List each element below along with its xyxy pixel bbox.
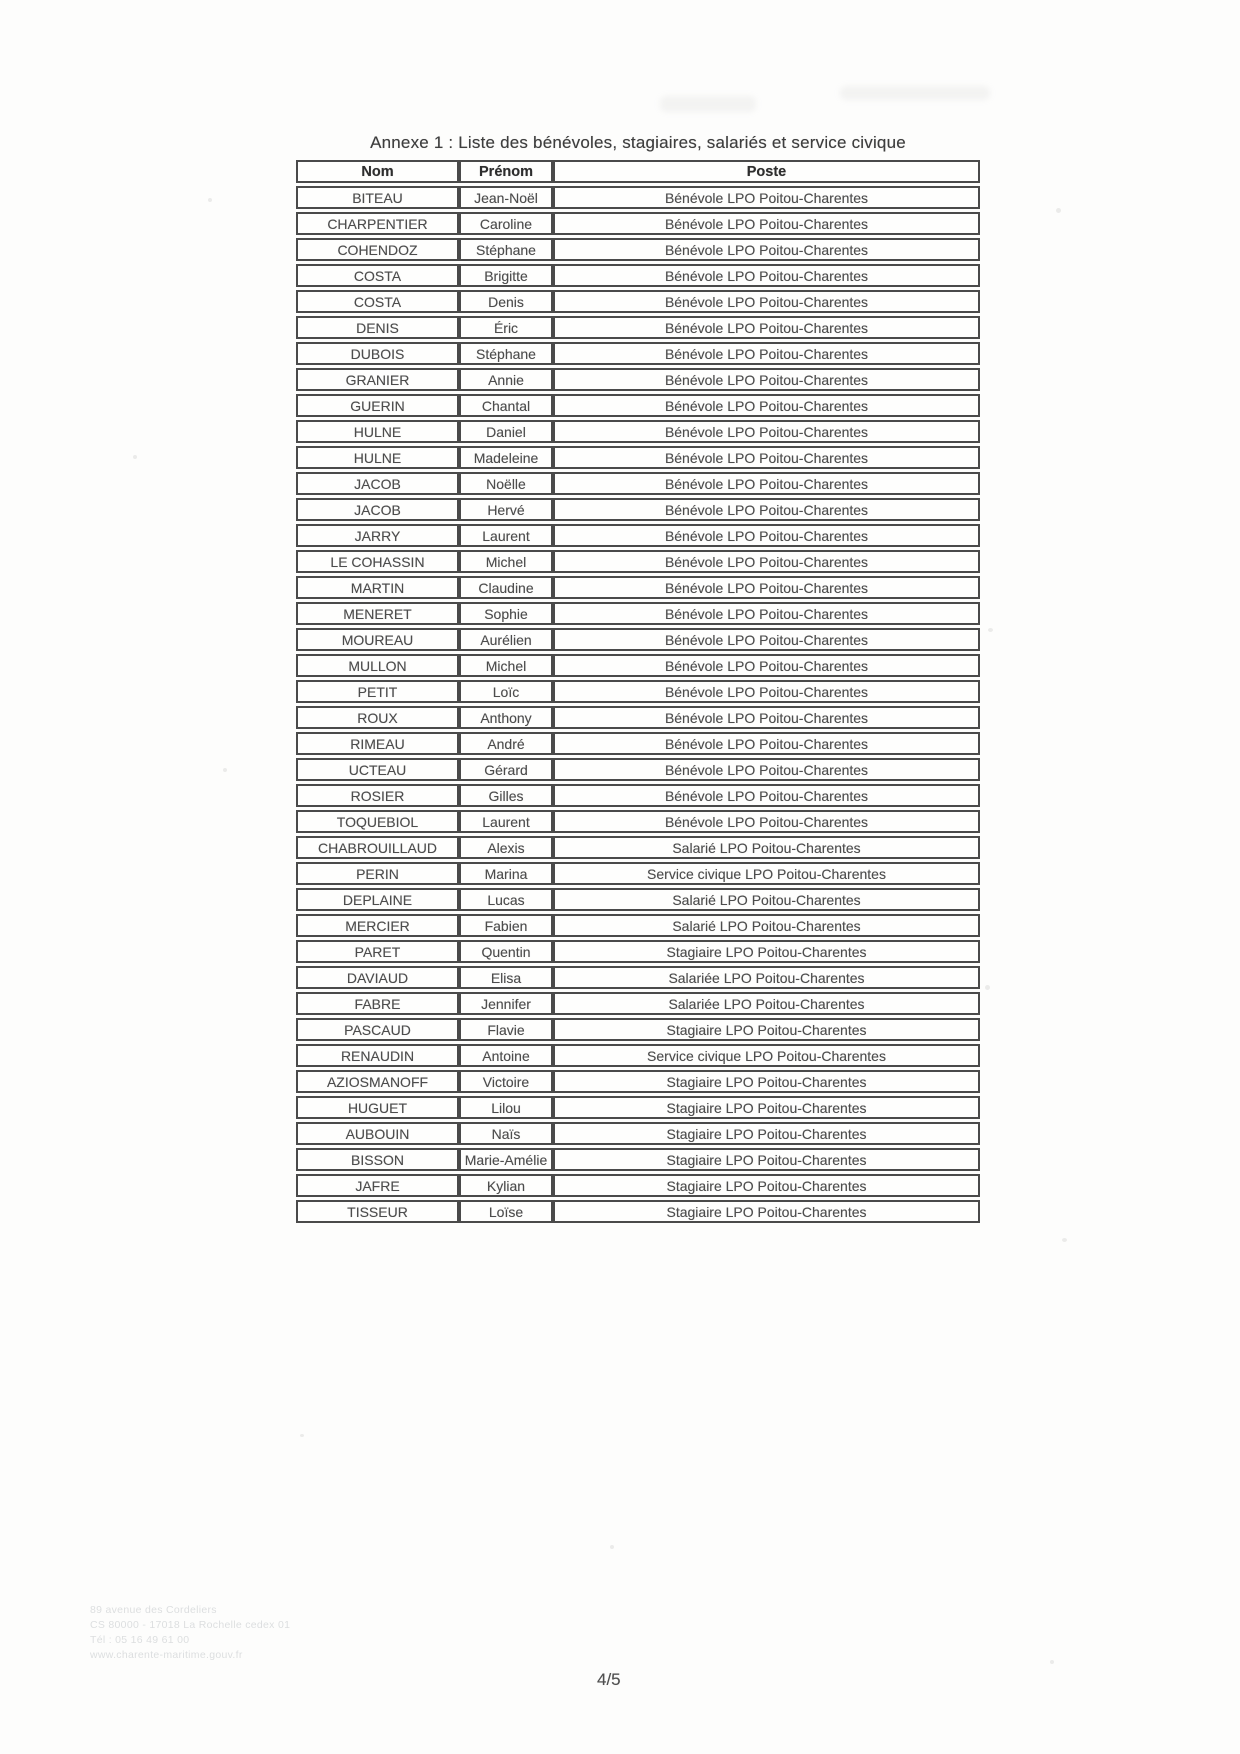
cell-nom: MENERET	[296, 602, 459, 625]
cell-poste: Bénévole LPO Poitou-Charentes	[553, 810, 980, 833]
column-header-poste: Poste	[553, 160, 980, 183]
cell-nom: TOQUEBIOL	[296, 810, 459, 833]
cell-nom: HULNE	[296, 420, 459, 443]
cell-poste: Bénévole LPO Poitou-Charentes	[553, 238, 980, 261]
table-row	[296, 1122, 980, 1145]
cell-prenom: Antoine	[459, 1044, 553, 1067]
scan-speck	[1050, 1660, 1054, 1664]
cell-prenom: Stéphane	[459, 342, 553, 365]
letterhead-line: CS 80000 - 17018 La Rochelle cedex 01	[90, 1619, 291, 1631]
cell-poste: Stagiaire LPO Poitou-Charentes	[553, 1174, 980, 1197]
cell-nom: FABRE	[296, 992, 459, 1015]
table-row	[296, 1174, 980, 1197]
cell-nom: DEPLAINE	[296, 888, 459, 911]
header-row	[296, 160, 980, 183]
cell-nom: AUBOUIN	[296, 1122, 459, 1145]
table-row	[296, 888, 980, 911]
cell-poste: Bénévole LPO Poitou-Charentes	[553, 732, 980, 755]
table-row	[296, 186, 980, 209]
cell-nom: MERCIER	[296, 914, 459, 937]
cell-prenom: Victoire	[459, 1070, 553, 1093]
scan-speck	[300, 1434, 304, 1437]
cell-prenom: Quentin	[459, 940, 553, 963]
cell-nom: RENAUDIN	[296, 1044, 459, 1067]
cell-poste: Bénévole LPO Poitou-Charentes	[553, 290, 980, 313]
table-row	[296, 1070, 980, 1093]
cell-prenom: Madeleine	[459, 446, 553, 469]
cell-poste: Stagiaire LPO Poitou-Charentes	[553, 1070, 980, 1093]
table-row	[296, 732, 980, 755]
cell-nom: PARET	[296, 940, 459, 963]
cell-nom: MULLON	[296, 654, 459, 677]
scan-speck	[1062, 1238, 1067, 1242]
cell-poste: Bénévole LPO Poitou-Charentes	[553, 264, 980, 287]
cell-poste: Salarié LPO Poitou-Charentes	[553, 914, 980, 937]
table-row	[296, 706, 980, 729]
cell-poste: Bénévole LPO Poitou-Charentes	[553, 394, 980, 417]
cell-poste: Bénévole LPO Poitou-Charentes	[553, 784, 980, 807]
cell-poste: Bénévole LPO Poitou-Charentes	[553, 758, 980, 781]
table-row	[296, 966, 980, 989]
table-row	[296, 940, 980, 963]
cell-nom: JACOB	[296, 498, 459, 521]
cell-prenom: Fabien	[459, 914, 553, 937]
cell-poste: Bénévole LPO Poitou-Charentes	[553, 212, 980, 235]
scan-smudge	[840, 86, 990, 100]
table-row	[296, 1148, 980, 1171]
table-header	[296, 160, 980, 183]
cell-nom: JACOB	[296, 472, 459, 495]
column-header-prenom: Prénom	[459, 160, 553, 183]
cell-nom: AZIOSMANOFF	[296, 1070, 459, 1093]
cell-nom: COHENDOZ	[296, 238, 459, 261]
cell-poste: Bénévole LPO Poitou-Charentes	[553, 628, 980, 651]
table-row	[296, 602, 980, 625]
cell-poste: Bénévole LPO Poitou-Charentes	[553, 498, 980, 521]
cell-poste: Bénévole LPO Poitou-Charentes	[553, 368, 980, 391]
scan-speck	[223, 768, 227, 772]
table-row	[296, 264, 980, 287]
table-row	[296, 1018, 980, 1041]
cell-prenom: Loïc	[459, 680, 553, 703]
scan-speck	[1056, 208, 1061, 213]
table-row	[296, 212, 980, 235]
cell-poste: Bénévole LPO Poitou-Charentes	[553, 602, 980, 625]
cell-poste: Bénévole LPO Poitou-Charentes	[553, 186, 980, 209]
cell-poste: Bénévole LPO Poitou-Charentes	[553, 654, 980, 677]
table-row	[296, 238, 980, 261]
table-row	[296, 810, 980, 833]
table-row	[296, 680, 980, 703]
table-row	[296, 836, 980, 859]
cell-nom: JARRY	[296, 524, 459, 547]
cell-nom: COSTA	[296, 290, 459, 313]
letterhead-line: 89 avenue des Cordeliers	[90, 1604, 217, 1616]
cell-poste: Stagiaire LPO Poitou-Charentes	[553, 1148, 980, 1171]
cell-nom: JAFRE	[296, 1174, 459, 1197]
table-body	[296, 186, 980, 1223]
cell-poste: Bénévole LPO Poitou-Charentes	[553, 680, 980, 703]
cell-prenom: Caroline	[459, 212, 553, 235]
cell-poste: Stagiaire LPO Poitou-Charentes	[553, 1122, 980, 1145]
cell-prenom: Lucas	[459, 888, 553, 911]
cell-prenom: André	[459, 732, 553, 755]
cell-nom: GRANIER	[296, 368, 459, 391]
cell-prenom: Anthony	[459, 706, 553, 729]
table-row	[296, 472, 980, 495]
cell-prenom: Sophie	[459, 602, 553, 625]
cell-nom: DUBOIS	[296, 342, 459, 365]
cell-prenom: Elisa	[459, 966, 553, 989]
cell-poste: Bénévole LPO Poitou-Charentes	[553, 706, 980, 729]
cell-nom: COSTA	[296, 264, 459, 287]
cell-prenom: Éric	[459, 316, 553, 339]
cell-poste: Bénévole LPO Poitou-Charentes	[553, 316, 980, 339]
table-row	[296, 316, 980, 339]
personnel-table	[296, 157, 980, 1226]
scan-speck	[985, 985, 990, 990]
cell-prenom: Annie	[459, 368, 553, 391]
cell-nom: MOUREAU	[296, 628, 459, 651]
cell-nom: RIMEAU	[296, 732, 459, 755]
cell-poste: Stagiaire LPO Poitou-Charentes	[553, 1018, 980, 1041]
cell-prenom: Jean-Noël	[459, 186, 553, 209]
scan-speck	[208, 198, 212, 202]
cell-prenom: Kylian	[459, 1174, 553, 1197]
table-row	[296, 368, 980, 391]
scan-smudge	[660, 96, 756, 112]
cell-nom: CHABROUILLAUD	[296, 836, 459, 859]
cell-nom: HULNE	[296, 446, 459, 469]
cell-prenom: Marie-Amélie	[459, 1148, 553, 1171]
cell-prenom: Chantal	[459, 394, 553, 417]
cell-poste: Stagiaire LPO Poitou-Charentes	[553, 1096, 980, 1119]
cell-prenom: Brigitte	[459, 264, 553, 287]
cell-prenom: Laurent	[459, 524, 553, 547]
table-row	[296, 550, 980, 573]
page-number: 4/5	[597, 1670, 621, 1689]
cell-poste: Bénévole LPO Poitou-Charentes	[553, 420, 980, 443]
cell-poste: Stagiaire LPO Poitou-Charentes	[553, 940, 980, 963]
cell-poste: Salarié LPO Poitou-Charentes	[553, 836, 980, 859]
cell-prenom: Claudine	[459, 576, 553, 599]
cell-nom: PERIN	[296, 862, 459, 885]
cell-nom: DENIS	[296, 316, 459, 339]
cell-poste: Bénévole LPO Poitou-Charentes	[553, 342, 980, 365]
cell-prenom: Denis	[459, 290, 553, 313]
table-row	[296, 1200, 980, 1223]
table-row	[296, 1044, 980, 1067]
table-row	[296, 784, 980, 807]
cell-poste: Salarié LPO Poitou-Charentes	[553, 888, 980, 911]
table-row	[296, 1096, 980, 1119]
cell-nom: ROSIER	[296, 784, 459, 807]
cell-nom: LE COHASSIN	[296, 550, 459, 573]
letterhead-line: www.charente-maritime.gouv.fr	[90, 1649, 243, 1661]
table-row	[296, 862, 980, 885]
table-row	[296, 576, 980, 599]
cell-nom: DAVIAUD	[296, 966, 459, 989]
cell-prenom: Jennifer	[459, 992, 553, 1015]
cell-poste: Bénévole LPO Poitou-Charentes	[553, 576, 980, 599]
table-row	[296, 290, 980, 313]
cell-prenom: Michel	[459, 550, 553, 573]
cell-nom: CHARPENTIER	[296, 212, 459, 235]
cell-poste: Stagiaire LPO Poitou-Charentes	[553, 1200, 980, 1223]
cell-poste: Bénévole LPO Poitou-Charentes	[553, 446, 980, 469]
cell-prenom: Michel	[459, 654, 553, 677]
column-header-nom: Nom	[296, 160, 459, 183]
cell-prenom: Loïse	[459, 1200, 553, 1223]
table-row	[296, 394, 980, 417]
document-title: Annexe 1 : Liste des bénévoles, stagiaires, salariés et service civique	[370, 133, 906, 152]
scan-speck	[133, 455, 137, 459]
cell-poste: Bénévole LPO Poitou-Charentes	[553, 524, 980, 547]
cell-prenom: Naïs	[459, 1122, 553, 1145]
table-row	[296, 420, 980, 443]
cell-prenom: Stéphane	[459, 238, 553, 261]
cell-poste: Bénévole LPO Poitou-Charentes	[553, 472, 980, 495]
cell-nom: PETIT	[296, 680, 459, 703]
cell-prenom: Flavie	[459, 1018, 553, 1041]
table-row	[296, 758, 980, 781]
cell-nom: HUGUET	[296, 1096, 459, 1119]
scan-speck	[988, 628, 993, 632]
cell-prenom: Daniel	[459, 420, 553, 443]
cell-nom: BISSON	[296, 1148, 459, 1171]
table-row	[296, 342, 980, 365]
cell-nom: BITEAU	[296, 186, 459, 209]
cell-nom: TISSEUR	[296, 1200, 459, 1223]
table-row	[296, 524, 980, 547]
cell-prenom: Gilles	[459, 784, 553, 807]
cell-nom: PASCAUD	[296, 1018, 459, 1041]
cell-prenom: Marina	[459, 862, 553, 885]
cell-prenom: Laurent	[459, 810, 553, 833]
cell-prenom: Alexis	[459, 836, 553, 859]
cell-prenom: Lilou	[459, 1096, 553, 1119]
table-row	[296, 654, 980, 677]
cell-nom: ROUX	[296, 706, 459, 729]
cell-prenom: Aurélien	[459, 628, 553, 651]
cell-prenom: Noëlle	[459, 472, 553, 495]
scan-speck	[610, 1545, 614, 1549]
table-row	[296, 992, 980, 1015]
cell-prenom: Gérard	[459, 758, 553, 781]
cell-poste: Salariée LPO Poitou-Charentes	[553, 992, 980, 1015]
table-row	[296, 914, 980, 937]
letterhead-line: Tél : 05 16 49 61 00	[90, 1634, 190, 1646]
cell-poste: Salariée LPO Poitou-Charentes	[553, 966, 980, 989]
cell-poste: Bénévole LPO Poitou-Charentes	[553, 550, 980, 573]
cell-poste: Service civique LPO Poitou-Charentes	[553, 862, 980, 885]
letterhead-footer	[90, 1603, 290, 1663]
cell-nom: UCTEAU	[296, 758, 459, 781]
cell-nom: GUERIN	[296, 394, 459, 417]
cell-nom: MARTIN	[296, 576, 459, 599]
table-row	[296, 498, 980, 521]
table-row	[296, 446, 980, 469]
cell-prenom: Hervé	[459, 498, 553, 521]
cell-poste: Service civique LPO Poitou-Charentes	[553, 1044, 980, 1067]
table-row	[296, 628, 980, 651]
